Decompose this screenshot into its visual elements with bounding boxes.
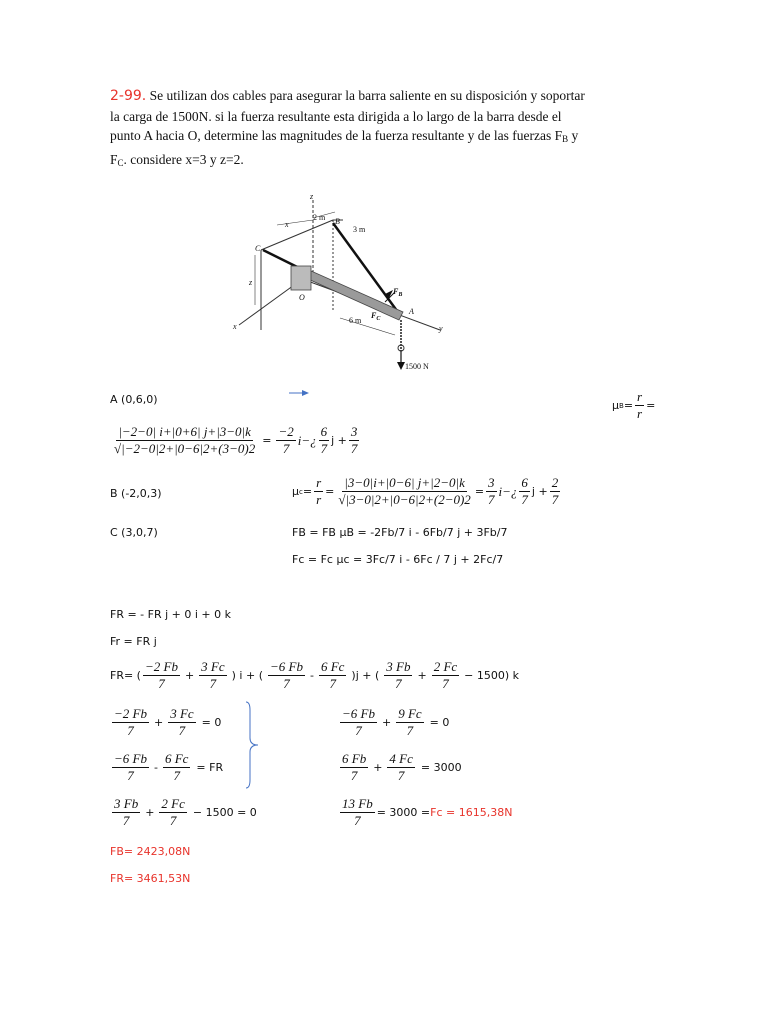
- point-a: A (0,6,0): [110, 393, 158, 406]
- fc-result: Fc = 1615,38N: [430, 806, 513, 819]
- svg-text:C: C: [255, 244, 261, 253]
- unit-vector-c: μ c = $\frac{r}{r}$ = $\frac{|3-0|i+|0-6| j+|2-0|k}{√|3-0|2+|0-6|2+(2-0)2}$ = $\frac{3}{7}$ i−¿ $\frac{6}{7}$ j + $\frac{2}{7}$: [292, 475, 559, 507]
- svg-text:A: A: [409, 307, 414, 316]
- svg-text:x: x: [233, 322, 237, 331]
- fr-result: FR= 3461,53N: [110, 872, 191, 885]
- equation-6: $\frac{13 Fb}{7}$ = 3000 = Fc = 1615,38N: [342, 796, 513, 828]
- load-label: 1500 N: [405, 362, 429, 371]
- fr-components: FR= ( $\frac{-2 Fb}{7}$ + $\frac{3 Fc}{7}$ ) i + ( $\frac{-6 Fb}{7}$ - $\frac{6 Fc}{7}$ )j + ( $\frac{3 Fb}{7}$ + $\frac{2 Fc}{7}$ − 1500) k: [110, 659, 520, 691]
- svg-text:x: x: [285, 220, 289, 229]
- equation-1: $\frac{-2 Fb}{7}$ + $\frac{3 Fc}{7}$ = 0: [114, 706, 222, 738]
- fr-expression: FR = - FR j + 0 i + 0 k: [110, 608, 232, 621]
- fc-expression: Fc = Fc μc = 3Fc/7 i - 6Fc / 7 j + 2Fc/7: [292, 553, 504, 566]
- label-z: z: [310, 192, 314, 201]
- vector-arrow-icon: [288, 388, 310, 398]
- svg-text:6 m: 6 m: [349, 316, 362, 325]
- svg-text:FB: $F_B$: [393, 287, 403, 298]
- system-bracket: [240, 700, 264, 790]
- problem-statement: 2-99. Se utilizan dos cables para asegurar la barra saliente en su disposición y soportar la carga de 1500N. si la fuerza resultante esta dirigida a lo largo de la barra desde el punto A hacia O, determine las magnitudes de la fuerza resultante y de las fuerzas FB y FC. considere x=3 y z=2.: [110, 88, 585, 168]
- svg-text:y: y: [439, 324, 443, 333]
- fr-direction: Fr = FR j: [110, 635, 157, 648]
- svg-text:z: z: [249, 278, 253, 287]
- equation-3: $\frac{3 Fb}{7}$ + $\frac{2 Fc}{7}$ − 1500 = 0: [114, 796, 257, 828]
- point-b: B (-2,0,3): [110, 487, 162, 500]
- equation-5: $\frac{6 Fb}{7}$ + $\frac{4 Fc}{7}$ = 3000: [342, 751, 462, 783]
- fb-result: FB= 2423,08N: [110, 845, 191, 858]
- equation-4: $\frac{-6 Fb}{7}$ + $\frac{9 Fc}{7}$ = 0: [342, 706, 450, 738]
- svg-text:B: B: [335, 217, 340, 226]
- svg-text:O: O: [299, 293, 305, 302]
- fb-expression: FB = FB μB = -2Fb/7 i - 6Fb/7 j + 3Fb/7: [292, 526, 508, 539]
- problem-number: 2-99.: [110, 88, 147, 104]
- svg-text:3 m: 3 m: [353, 225, 366, 234]
- svg-text:2 m: 2 m: [313, 213, 326, 222]
- cable-figure: [225, 190, 465, 380]
- svg-text:FC: $F_C$: [371, 311, 381, 322]
- mu-b-definition: μ B = $\frac{r}{r}$ =: [612, 389, 656, 421]
- equation-2: $\frac{-6 Fb}{7}$ - $\frac{6 Fc}{7}$ = FR: [114, 751, 224, 783]
- point-c: C (3,0,7): [110, 526, 158, 539]
- unit-vector-b: $\frac{|-2-0| i+|0+6| j+|3-0|k}{√|-2-0|2+|0-6|2+(3-0)2}$ = $\frac{-2}{7}$ i−¿ $\frac{6}{7}$ j + $\frac{3}{7}$: [114, 424, 358, 456]
